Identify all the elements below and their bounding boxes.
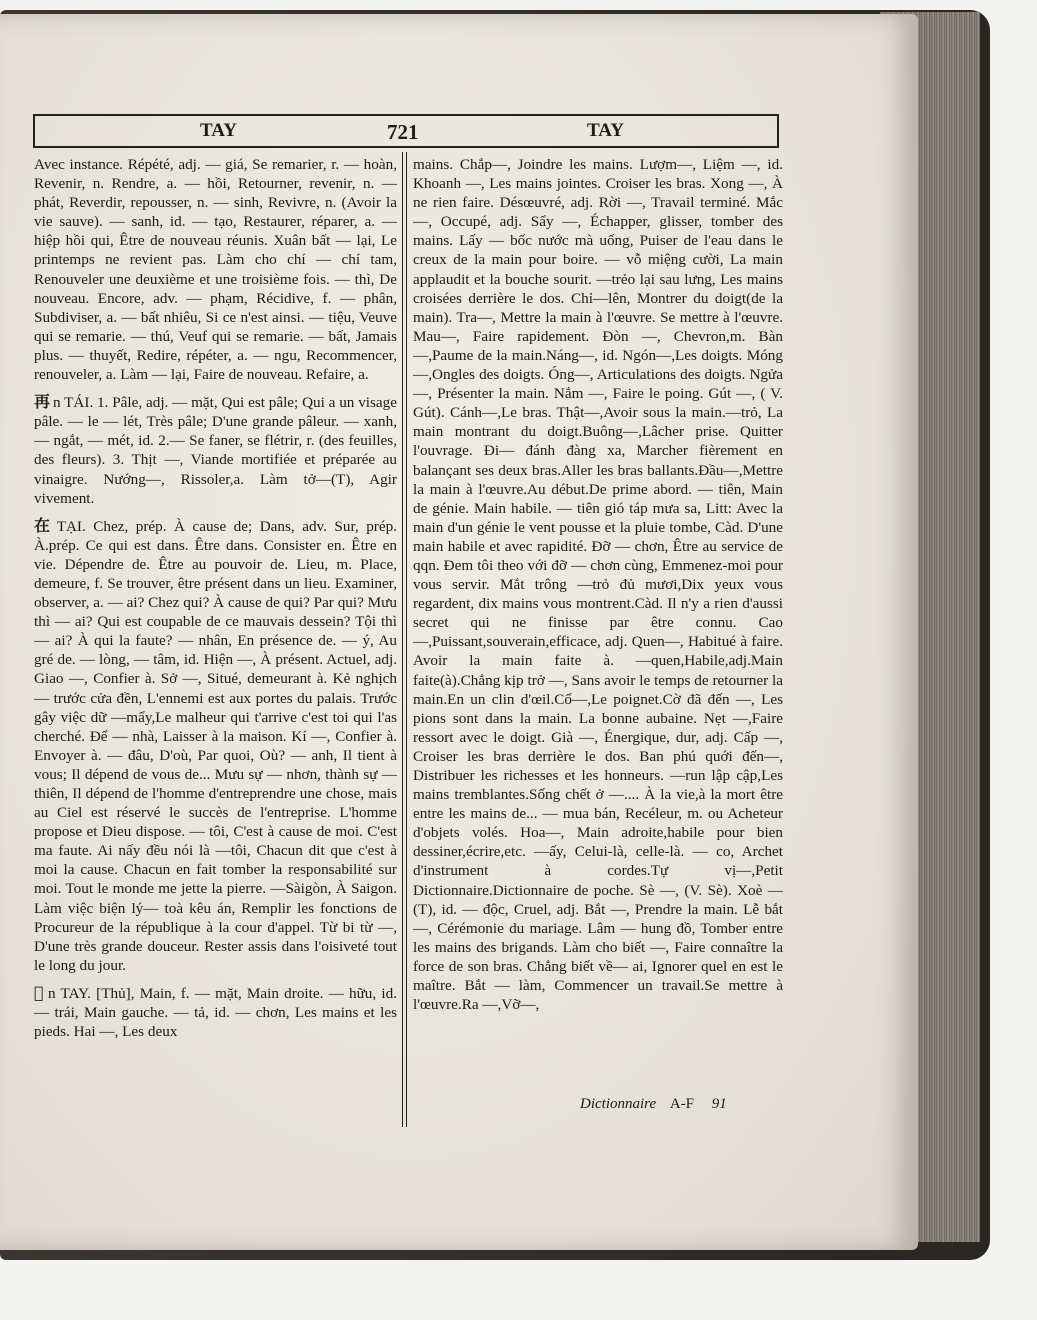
right-column — [413, 155, 783, 1095]
footer-sheet-number: 91 — [711, 1096, 727, 1112]
entry-tai-chez — [34, 516, 397, 975]
entry-continuation: Avec instance. Répété, adj. — giá, Se remarier, r. — hoàn, Revenir, n. Rendre, a. — hồi, Retourner, revenir, n. — phát, Reverdir, repousser, n. — sinh, Revivre, n. (Avoir la vie sauve). — sanh, id. — tạo, Restaurer, réparer, a. — hiệp hồi qui, Être de nouveau réunis. Xuân bất — lại, Le printemps ne revient pas. Làm cho chí — chí tam, Renouveler une deuxième et une troisième fois. — thì, De nouveau. Encore, adv. — phạm, Récidive, f. — phân, Subdiviser, a. — bất nhiêu, Si ce n'est ainsi. — tiệu, Veuve qui se remarie. — thú, Veuf qui se remarie. — bất, Jamais plus. — thuyết, Redire, répéter, a. — ngu, Recommencer, renouveler, a. Làm — lại, Faire de nouveau. Refaire, a. — [34, 156, 397, 384]
entry-tay-main — [34, 983, 397, 1041]
entry-text: TẠI. Chez, prép. À cause de; Dans, adv. Sur, prép. À.prép. Ce qui est dans. Être dans. Consister en. Être en vie. Dépendre de. Être au pouvoir de. Lieu, m. Place, demeure, f. Se trouver, être présent dans un lieu. Examiner, observer, a. — ai? Chez qui? À cause de qui? Par qui? Mưu thì — ai? Qui est coupable de ce mauvais dessein? Tội thì — ai? À qui la faute? — nhân, En présence de. — ý, Au gré de. — lòng, — tâm, id. Hiện —, À présent. Actuel, adj. Giao —, Confier à. Sở —, Situé, demeurant à. Kẻ nghịch — trước cửa đền, L'ennemi est aux portes du palais. Trước gây việc dữ —mẩy,Le malheur qui t'arrive c'est toi qui l'as cherché. Để — nhà, Laisser à la maison. Kí —, Confier à. Envoyer à. — đâu, D'où, Par quoi, Où? — anh, Il tient à vous; Il dépend de vous de... Mưu sự — nhơn, thành sự — thiên, Il dépend de l'homme d'entreprendre une chose, mais au Ciel est réservé le succès de l'entreprise. L'homme propose et Dieu dispose. — tôi, C'est à cause de moi. C'est ma faute. Ai nấy đều nói là —tôi, Chacun dit que c'est à moi la cause. Chacun en fait tomber la responsabilité sur moi. Tout le monde me jette la pierre. —Sàigòn, À Saigon. Làm việc biện lý— toà kêu án, Remplir les fonctions de Procureur de la république à la cour d'appel. Từ bi từ —, D'une très grande douceur. Rester assis dans l'oisiveté tout le long du jour. — [34, 517, 397, 974]
page-footer — [580, 1096, 780, 1113]
entry-character: 再 — [34, 392, 51, 412]
entry-character: 在 — [34, 515, 54, 535]
footer-signature: A-F — [669, 1096, 695, 1112]
header-right-word: TAY — [587, 120, 624, 141]
running-head — [33, 114, 779, 148]
entry-text: n TÁI. 1. Pâle, adj. — mặt, Qui est pâle; Qui a un visage pâle. — le — lét, Très pâle; D'une grande pâleur. — xanh, — ngắt, — mét, id. 2.— Se faner, se flétrir, r. (des feuilles, des fleurs). 3. Thịt —, Viande mortifiée et préparée au vinaigre. Nướng—, Rissoler,a. Làm tở—(T), Agir vivement. — [34, 394, 397, 507]
header-left-word: TAY — [200, 120, 237, 141]
footer-label: Dictionnaire — [580, 1096, 657, 1112]
left-column — [34, 155, 397, 1065]
column-divider — [402, 152, 407, 1127]
entry-tay-continuation: mains. Chắp—, Joindre les mains. Lượm—, Liệm —, id. Khoanh —, Les mains jointes. Croiser les bras. Xong —, À ne rien faire. Désœuvré, adj. Rời —, Travail terminé. Mắc —, Occupé, adj. Sẩy —, Échapper, glisser, tomber des mains. Lấy — bốc nước mà uống, Puiser de l'eau dans le creux de la main pour boire. — vỗ miệng cười, La main applaudit et la bouche sourit. —trẻo lại sau lưng, Les mains croisées derrière le dos. Chỉ—lên, Montrer du doigt(de la main). Tra—, Mettre la main à l'œuvre. Se mettre à l'œuvre. Mau—, Faire rapidement. Đòn —, Chevron,m. Bàn—,Paume de la main.Náng—, id. Ngón—,Les doigts. Móng—,Ongles des doigts. Óng—, Articulations des doigts. Ngửa—, Présenter la main. Nắm —, Faire le poing. Gút —, ( V. Gút). Cánh—,Le bras. Thật—,Avoir sous la main.—trỏ, La main montrant du doigt.Buông—,Lâcher prise. Quitter l'ouvrage. Đi— đánh đàng xa, Marcher fièrement en balançant ses deux bras.Aller les bras ballants.Đầu—,Mettre la main à l'œuvre.Au début.De prime abord. — tiên, Main de génie. Main habile. — tiên gió táp mưa sa, Litt: Avec la main d'un génie le vent pousse et la pluie tombe, Càd. D'une main habile et avec rapidité. Đỡ — chơn, Être au service de qqn. Đem tôi theo với đỡ — chơn cùng, Emmenez-moi pour vous servir. Mắt trông —trỏ đủ mươi,Dix yeux vous regardent, dix mains vous montrent.Càd. Il n'y a rien d'aussi secret qui ne finisse par être connu. Cao—,Puissant,souverain,efficace, adj. Quen—, Habitué à faire. Avoir la main faite à. —quen,Habile,adj.Main faite(à).Chẳng kịp trở —, Sans avoir le temps de retourner la main.En un clin d'œil.Cổ—,Le poignet.Cờ đã đến —, Les pions sont dans la main. La bonne aubaine. Nẹt —,Faire ressort avec le doigt. Già —, Énergique, dur, adj. Cấp —, Croiser les bras derrière le dos. Ban phú quới đến—, Distribuer les richesses et les honneurs. —run lập cập,Les mains tremblantes.Sống chết ở —.... À la vie,à la mort être entre les mains de... — mua bán, Recéleur, m. ou Acheteur d'objets volés. Hoa—, Main adroite,habile pour bien dessiner,écrire,etc. —ấy, Celui-là, celle-là. — co, Archet d'instrument à cordes.Tự vị—,Petit Dictionnaire.Dictionnaire de poche. Sè —, (V. Sè). Xoè —(T), id. — độc, Cruel, adj. Bắt —, Prendre la main. Lễ bắt —, Cérémonie du mariage. Lâm — hung đồ, Tomber entre les mains des brigands. Làm cho biết —, Faire connaître la force de son bras. Chẳng biết về— ai, Ignorer quel en est le maître. Bắt — làm, Commencer un travail.Se mettre à l'œuvre.Ra —,Vỡ—, — [413, 156, 783, 1014]
entry-text: n TAY. [Thủ], Main, f. — mặt, Main droite. — hữu, id. — trái, Main gauche. — tả, id. — chơn, Les mains et les pieds. Hai —, Les deux — [34, 984, 397, 1041]
entry-tai-pale — [34, 392, 397, 508]
page-number: 721 — [387, 120, 419, 144]
entry-character: 𢬣 — [34, 982, 45, 1002]
